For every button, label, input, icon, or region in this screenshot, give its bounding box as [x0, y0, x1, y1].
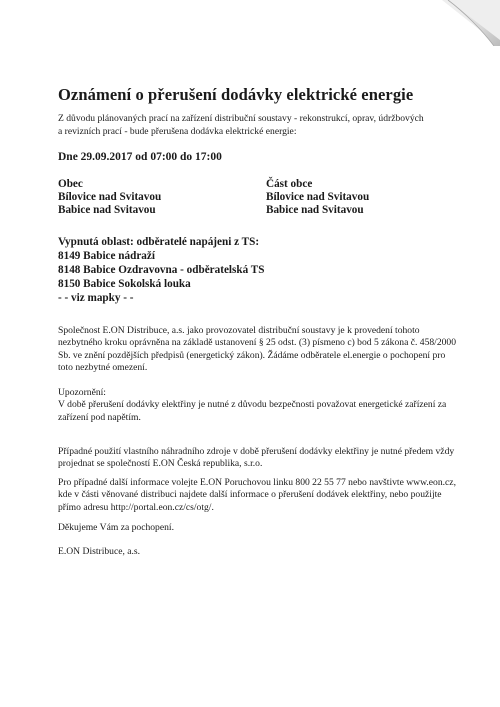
obec-column [58, 178, 161, 218]
cast-obce-column [266, 178, 369, 218]
outage-date: Dne 29.09.2017 od 07:00 do 17:00 [58, 151, 222, 163]
company-paragraph [58, 325, 468, 375]
intro-line: a revizních prací - bude přerušena dodávka elektrické energie: [58, 125, 297, 137]
warning-heading: Upozornění: [58, 387, 106, 398]
company-line: nezbytného kroku oprávněna na základě ustanovení § 25 odst. (3) písmeno c) bod 5 zákona č. 458/2000 [58, 337, 457, 349]
company-line: toto nezbytné omezení. [58, 362, 148, 374]
generator-line: projednat se společností E.ON Česká republika, s.r.o. [58, 458, 263, 470]
cast-obce-item: Bílovice nad Svitavou [266, 191, 370, 204]
contact-line: kde v části věnované distribuci najdete další informace o přerušení dodávek elektřiny, nebo použijte [58, 489, 442, 501]
cast-obce-header: Část obce [266, 178, 313, 190]
signature-text: E.ON Distribuce, a.s. [58, 546, 141, 557]
intro-line: Z důvodu plánovaných prací na zařízení distribuční soustavy - rekonstrukcí, oprav, údržbových [58, 113, 424, 124]
warning-line: zařízení pod napětím. [58, 411, 141, 423]
warning-line: V době přerušení dodávky elektřiny je nutné z důvodu bezpečnosti považovat energetické zařízení za [58, 399, 447, 411]
contact-line: přímo adresu http://portal.eon.cz/cs/otg/. [58, 501, 214, 513]
obec-header: Obec [58, 178, 83, 190]
obec-item: Bílovice nad Svitavou [58, 191, 162, 204]
intro-paragraph [58, 113, 458, 138]
map-reference: - - viz mapky - - [58, 292, 134, 304]
substation-item: 8148 Babice Ozdravovna - odběratelská TS [58, 264, 265, 276]
substation-item: 8149 Babice nádraží [58, 250, 155, 262]
contact-paragraph [58, 477, 468, 514]
page-corner-fold-icon [442, 0, 500, 46]
area-header: Vypnutá oblast: odběratelé napájeni z TS: [58, 236, 260, 248]
generator-paragraph [58, 446, 468, 471]
page-title: Oznámení o přerušení dodávky elektrické energie [58, 85, 414, 104]
generator-line: Případné použití vlastního náhradního zdroje v době přerušení dodávky elektřiny je nutné předem vždy [58, 446, 455, 457]
thanks-text: Děkujeme Vám za pochopení. [58, 522, 174, 533]
company-line: Společnost E.ON Distribuce, a.s. jako provozovatel distribuční soustavy je k provedení tohoto [58, 325, 420, 336]
contact-line: Pro případné další informace volejte E.ON Poruchovou linku 800 22 55 77 nebo navštivte www.eon.cz, [58, 477, 456, 488]
warning-paragraph [58, 387, 468, 424]
substation-item: 8150 Babice Sokolská louka [58, 278, 191, 290]
obec-item: Babice nad Svitavou [58, 204, 156, 217]
company-line: Sb. ve znění pozdějších předpisů (energetický zákon). Žádáme odběratele el.energie o pochopení pro [58, 349, 446, 361]
cast-obce-item: Babice nad Svitavou [266, 204, 364, 217]
affected-area [58, 235, 264, 305]
